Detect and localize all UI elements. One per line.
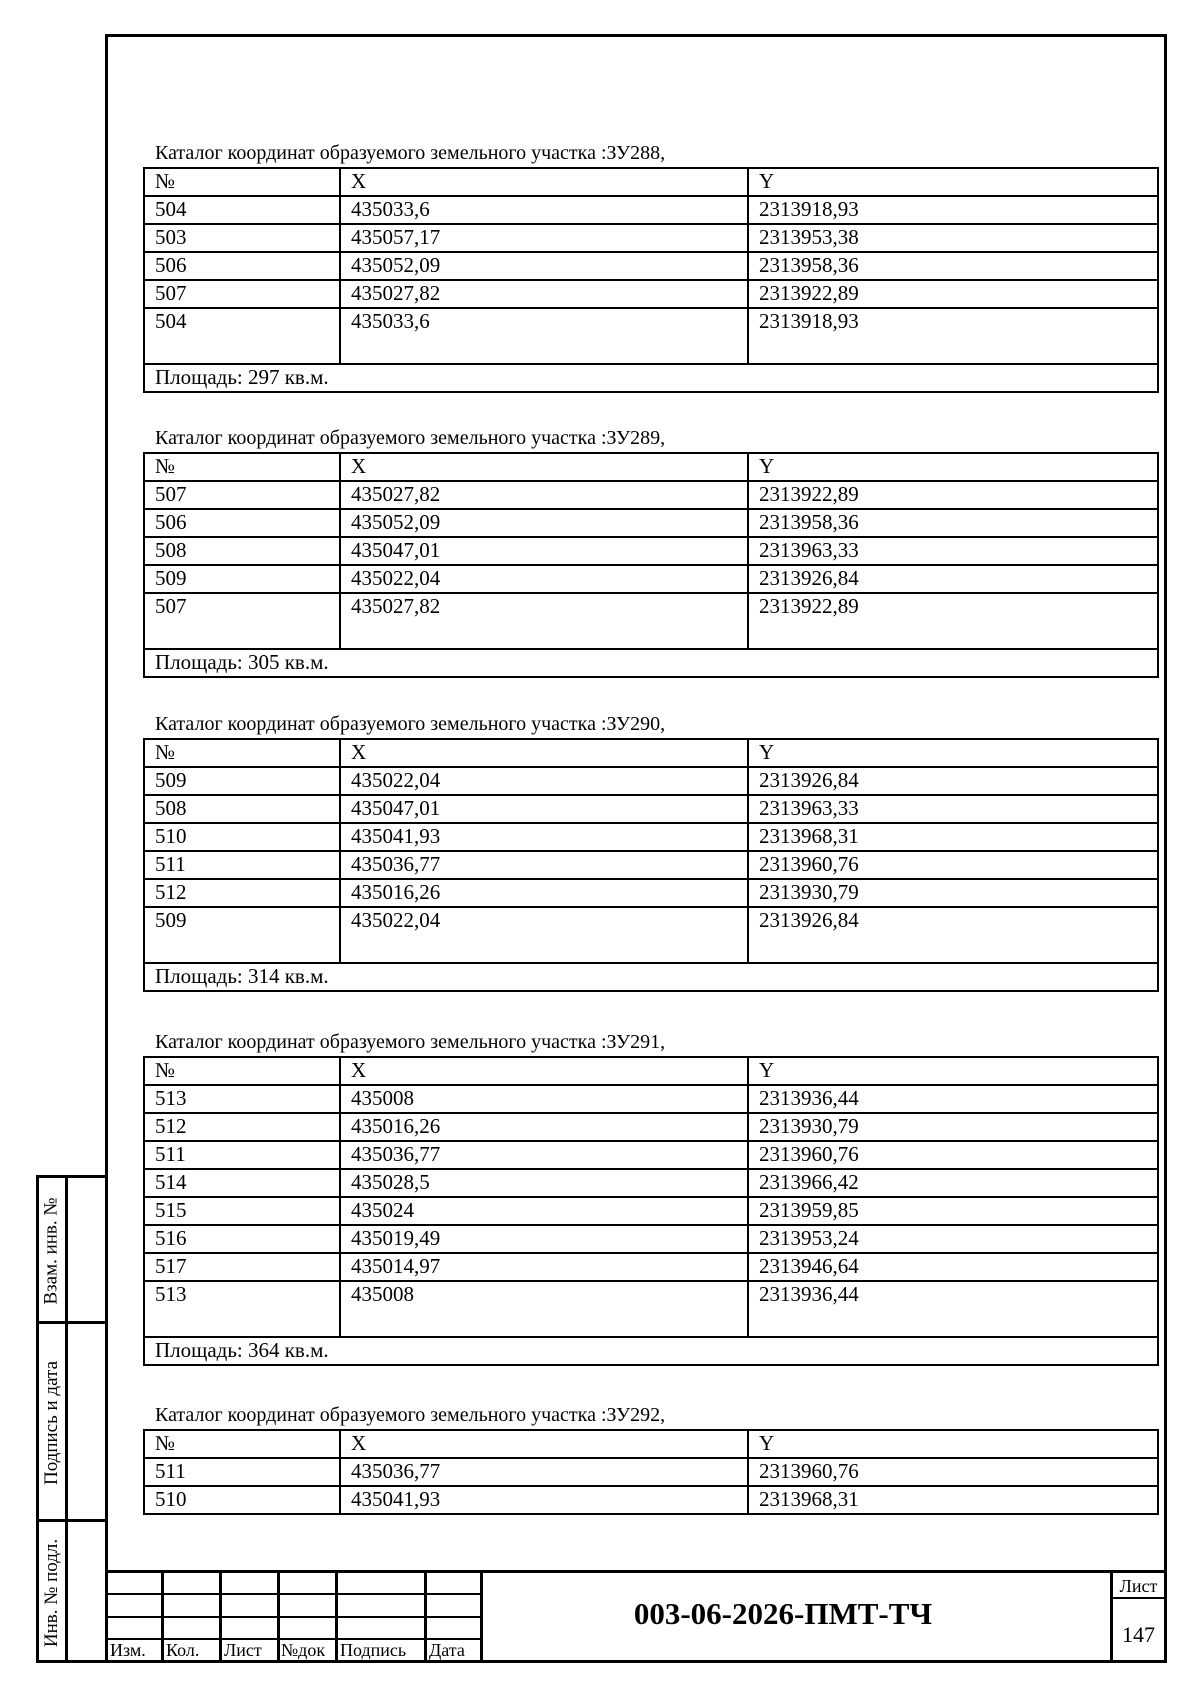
point-number-cell: 504 [144, 196, 340, 224]
point-number-cell: 512 [144, 879, 340, 907]
coordinate-catalog [143, 712, 1157, 992]
table-row [144, 1197, 1158, 1225]
table-row [144, 907, 1158, 963]
point-number-cell: 507 [144, 280, 340, 308]
side-label-inventory: Инв. № подл. [41, 1538, 63, 1647]
table-row [144, 1253, 1158, 1281]
table-row [144, 823, 1158, 851]
y-coordinate-cell: 2313930,79 [748, 1113, 1158, 1141]
table-row [144, 767, 1158, 795]
y-coordinate-cell: 2313918,93 [748, 308, 1158, 364]
area-cell: Площадь: 314 кв.м. [144, 963, 1158, 991]
x-coordinate-cell: 435016,26 [340, 879, 748, 907]
point-number-cell: 509 [144, 907, 340, 963]
y-coordinate-cell: 2313953,38 [748, 224, 1158, 252]
y-coordinate-cell: 2313922,89 [748, 481, 1158, 509]
table-header-row [144, 453, 1158, 481]
table-row [144, 1169, 1158, 1197]
coordinates-table [143, 1056, 1159, 1366]
x-coordinate-cell: 435008 [340, 1085, 748, 1113]
sheet-number: 147 [1122, 1622, 1155, 1647]
table-row [144, 280, 1158, 308]
table-row [144, 308, 1158, 364]
table-row [144, 795, 1158, 823]
table-header-row [144, 168, 1158, 196]
x-coordinate-cell: 435024 [340, 1197, 748, 1225]
point-number-cell: 508 [144, 537, 340, 565]
point-number-cell: 513 [144, 1085, 340, 1113]
point-number-cell: 510 [144, 823, 340, 851]
table-row [144, 252, 1158, 280]
x-coordinate-cell: 435027,82 [340, 280, 748, 308]
y-coordinate-cell: 2313953,24 [748, 1225, 1158, 1253]
table-row [144, 851, 1158, 879]
x-coordinate-cell: 435022,04 [340, 565, 748, 593]
x-coordinate-cell: 435052,09 [340, 509, 748, 537]
y-coordinate-cell: 2313958,36 [748, 252, 1158, 280]
column-header: № [144, 1430, 340, 1458]
x-coordinate-cell: 435036,77 [340, 1458, 748, 1486]
column-header: № [144, 739, 340, 767]
point-number-cell: 517 [144, 1253, 340, 1281]
column-header: X [340, 453, 748, 481]
column-header: № [144, 1057, 340, 1085]
point-number-cell: 515 [144, 1197, 340, 1225]
y-coordinate-cell: 2313936,44 [748, 1085, 1158, 1113]
column-header: Y [748, 1430, 1158, 1458]
y-coordinate-cell: 2313926,84 [748, 565, 1158, 593]
column-header: X [340, 1057, 748, 1085]
x-coordinate-cell: 435008 [340, 1281, 748, 1337]
x-coordinate-cell: 435022,04 [340, 767, 748, 795]
document-code: 003-06-2026-ПМТ-ТЧ [633, 1596, 933, 1631]
y-coordinate-cell: 2313926,84 [748, 907, 1158, 963]
coordinate-catalog [143, 426, 1157, 678]
x-coordinate-cell: 435022,04 [340, 907, 748, 963]
point-number-cell: 513 [144, 1281, 340, 1337]
catalog-title: Каталог координат образуемого земельного участка :ЗУ290, [155, 713, 666, 735]
table-row [144, 879, 1158, 907]
y-coordinate-cell: 2313958,36 [748, 509, 1158, 537]
coordinate-catalog [143, 1030, 1157, 1366]
side-label-signature: Подпись и дата [41, 1360, 62, 1486]
table-header-row [144, 1057, 1158, 1085]
y-coordinate-cell: 2313918,93 [748, 196, 1158, 224]
y-coordinate-cell: 2313968,31 [748, 823, 1158, 851]
y-coordinate-cell: 2313960,76 [748, 1141, 1158, 1169]
table-row [144, 593, 1158, 649]
table-row [144, 1085, 1158, 1113]
point-number-cell: 509 [144, 565, 340, 593]
y-coordinate-cell: 2313960,76 [748, 851, 1158, 879]
side-stamp-strip [36, 1175, 105, 1663]
x-coordinate-cell: 435033,6 [340, 196, 748, 224]
point-number-cell: 516 [144, 1225, 340, 1253]
point-number-cell: 508 [144, 795, 340, 823]
column-header: Y [748, 168, 1158, 196]
point-number-cell: 512 [144, 1113, 340, 1141]
y-coordinate-cell: 2313966,42 [748, 1169, 1158, 1197]
area-cell: Площадь: 305 кв.м. [144, 649, 1158, 677]
point-number-cell: 507 [144, 481, 340, 509]
point-number-cell: 509 [144, 767, 340, 795]
catalog-title: Каталог координат образуемого земельного участка :ЗУ288, [155, 142, 666, 164]
catalog-title: Каталог координат образуемого земельного участка :ЗУ292, [155, 1404, 666, 1426]
y-coordinate-cell: 2313946,64 [748, 1253, 1158, 1281]
table-row [144, 1113, 1158, 1141]
table-row [144, 1486, 1158, 1514]
stamp-col-docnum: №док [281, 1640, 326, 1660]
coordinates-table [143, 452, 1159, 678]
table-row [144, 1225, 1158, 1253]
point-number-cell: 514 [144, 1169, 340, 1197]
coordinates-table [143, 167, 1159, 393]
area-cell: Площадь: 297 кв.м. [144, 364, 1158, 392]
point-number-cell: 503 [144, 224, 340, 252]
x-coordinate-cell: 435033,6 [340, 308, 748, 364]
sheet-label: Лист [1119, 1576, 1158, 1596]
stamp-col-signature: Подпись [340, 1640, 407, 1660]
table-row [144, 224, 1158, 252]
column-header: X [340, 1430, 748, 1458]
point-number-cell: 511 [144, 1141, 340, 1169]
x-coordinate-cell: 435047,01 [340, 537, 748, 565]
x-coordinate-cell: 435041,93 [340, 823, 748, 851]
column-header: X [340, 739, 748, 767]
title-block [108, 1570, 1164, 1660]
coordinate-catalog [143, 1403, 1157, 1515]
y-coordinate-cell: 2313968,31 [748, 1486, 1158, 1514]
stamp-col-date: Дата [429, 1640, 465, 1660]
point-number-cell: 504 [144, 308, 340, 364]
area-cell: Площадь: 364 кв.м. [144, 1337, 1158, 1365]
table-row [144, 1458, 1158, 1486]
point-number-cell: 507 [144, 593, 340, 649]
x-coordinate-cell: 435027,82 [340, 593, 748, 649]
y-coordinate-cell: 2313960,76 [748, 1458, 1158, 1486]
y-coordinate-cell: 2313936,44 [748, 1281, 1158, 1337]
table-row [144, 537, 1158, 565]
coordinates-table [143, 738, 1159, 992]
x-coordinate-cell: 435019,49 [340, 1225, 748, 1253]
column-header: Y [748, 453, 1158, 481]
y-coordinate-cell: 2313926,84 [748, 767, 1158, 795]
y-coordinate-cell: 2313963,33 [748, 795, 1158, 823]
y-coordinate-cell: 2313963,33 [748, 537, 1158, 565]
catalog-title: Каталог координат образуемого земельного участка :ЗУ289, [155, 427, 666, 449]
column-header: Y [748, 739, 1158, 767]
table-header-row [144, 1430, 1158, 1458]
column-header: № [144, 168, 340, 196]
table-row [144, 565, 1158, 593]
x-coordinate-cell: 435028,5 [340, 1169, 748, 1197]
point-number-cell: 510 [144, 1486, 340, 1514]
x-coordinate-cell: 435047,01 [340, 795, 748, 823]
column-header: X [340, 168, 748, 196]
coordinate-catalog [143, 141, 1157, 393]
stamp-col-sheet: Лист [224, 1640, 262, 1660]
x-coordinate-cell: 435027,82 [340, 481, 748, 509]
coordinates-table [143, 1429, 1159, 1515]
side-label-replacement: Взам. инв. № [41, 1197, 63, 1305]
table-row [144, 1141, 1158, 1169]
table-row [144, 481, 1158, 509]
x-coordinate-cell: 435052,09 [340, 252, 748, 280]
point-number-cell: 506 [144, 509, 340, 537]
column-header: Y [748, 1057, 1158, 1085]
x-coordinate-cell: 435036,77 [340, 851, 748, 879]
catalog-title: Каталог координат образуемого земельного участка :ЗУ291, [155, 1031, 666, 1053]
table-row [144, 1281, 1158, 1337]
y-coordinate-cell: 2313930,79 [748, 879, 1158, 907]
x-coordinate-cell: 435016,26 [340, 1113, 748, 1141]
x-coordinate-cell: 435041,93 [340, 1486, 748, 1514]
y-coordinate-cell: 2313959,85 [748, 1197, 1158, 1225]
table-row [144, 196, 1158, 224]
stamp-col-change: Изм. [110, 1640, 146, 1660]
table-row [144, 509, 1158, 537]
x-coordinate-cell: 435057,17 [340, 224, 748, 252]
x-coordinate-cell: 435036,77 [340, 1141, 748, 1169]
stamp-col-count: Кол. [166, 1640, 200, 1660]
x-coordinate-cell: 435014,97 [340, 1253, 748, 1281]
y-coordinate-cell: 2313922,89 [748, 593, 1158, 649]
point-number-cell: 511 [144, 1458, 340, 1486]
point-number-cell: 511 [144, 851, 340, 879]
table-header-row [144, 739, 1158, 767]
column-header: № [144, 453, 340, 481]
y-coordinate-cell: 2313922,89 [748, 280, 1158, 308]
point-number-cell: 506 [144, 252, 340, 280]
